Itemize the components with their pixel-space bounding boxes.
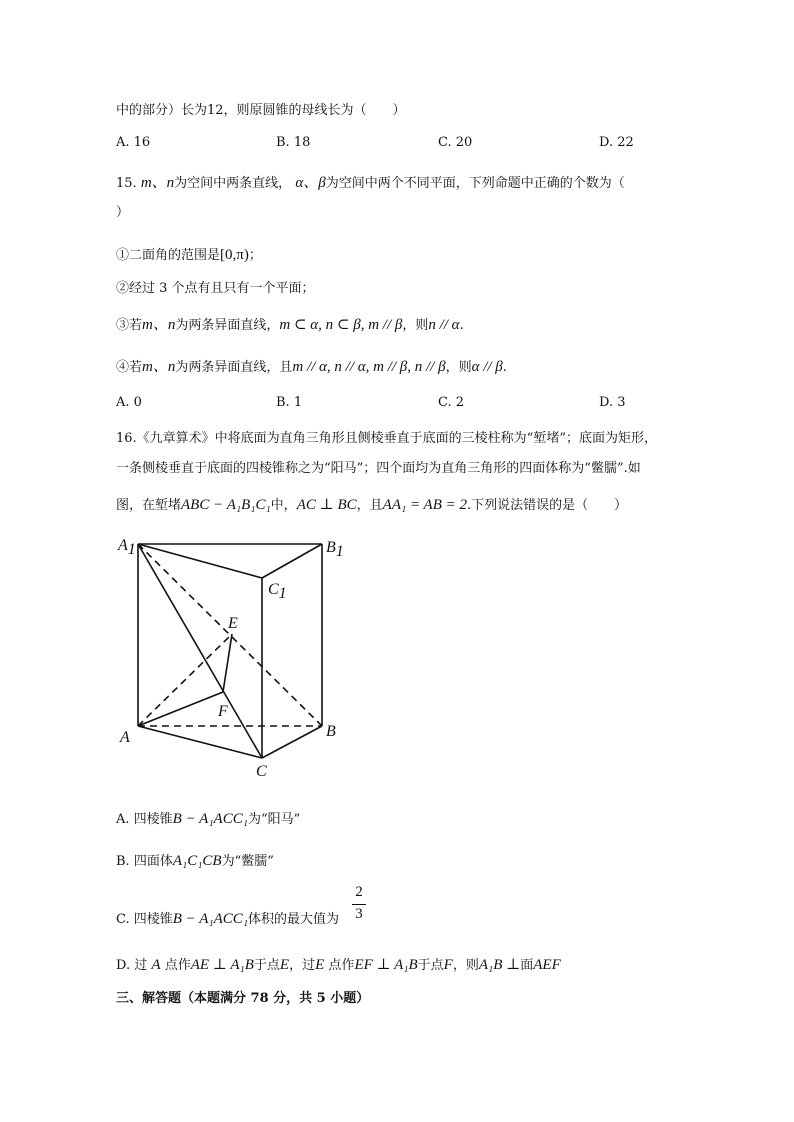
edge-a-c xyxy=(138,726,262,758)
q14-option-d: D. 22 xyxy=(599,135,634,150)
q15-statement-3: ③若m、n为两条异面直线，m ⊂ α, n ⊂ β, m // β，则n // α. xyxy=(116,317,464,333)
q14-option-b: B. 18 xyxy=(276,135,311,150)
label-a1: A1 xyxy=(118,537,136,558)
label-f: F xyxy=(218,703,228,720)
label-e: E xyxy=(228,615,238,632)
section-3-heading: 三、解答题（本题满分 78 分，共 5 小题） xyxy=(116,991,370,1006)
q16-option-a: A. 四棱锥B − A₁ACC₁为“阳马” xyxy=(116,811,301,827)
q15-stem: 15. m、n为空间中两条直线， α、β为空间中两个不同平面，下列命题中正确的个数为（ xyxy=(116,175,625,191)
edge-a1-c1 xyxy=(138,544,262,578)
q15-option-a: A. 0 xyxy=(116,395,142,410)
q16-option-c-fraction-bar xyxy=(352,904,366,905)
q15-statement-1: ①二面角的范围是[0,π)； xyxy=(116,247,262,263)
q15-option-d: D. 3 xyxy=(599,395,626,410)
q16-line-1: 16.《九章算术》中将底面为直角三角形且侧棱垂直于底面的三棱柱称为“堑堵”；底面为矩形， xyxy=(116,431,657,446)
prism-figure xyxy=(110,530,350,780)
edge-c1-b1 xyxy=(262,544,322,578)
q15-option-b: B. 1 xyxy=(276,395,303,410)
q16-option-c: C. 四棱锥B − A₁ACC₁体积的最大值为 xyxy=(116,911,340,927)
q14-option-a: A. 16 xyxy=(116,135,151,150)
label-c: C xyxy=(256,763,267,780)
q16-line-3: 图，在堑堵ABC − A₁B₁C₁中，AC ⊥ BC，且AA₁ = AB = 2.下列说法错误的是（ ） xyxy=(116,497,628,513)
q16-option-d: D. 过 A 点作AE ⊥ A₁B于点E，过E 点作EF ⊥ A₁B于点F，则A₁B ⊥面AEF xyxy=(116,957,561,973)
edge-e-f xyxy=(223,634,232,692)
label-b1: B1 xyxy=(326,539,344,560)
edge-a-f xyxy=(138,692,223,726)
q16-option-b: B. 四面体A₁C₁CB为“鳖臑” xyxy=(116,853,274,869)
edge-c-b xyxy=(262,726,322,758)
q15-stem-cont: ） xyxy=(116,205,130,220)
q16-option-c-numerator: 2 xyxy=(355,884,363,900)
q15-statement-2: ②经过 3 个点有且只有一个平面； xyxy=(116,281,315,296)
q16-option-c-denominator: 3 xyxy=(355,906,363,922)
q16-line-2: 一条侧棱垂直于底面的四棱锥称之为“阳马”；四个面均为直角三角形的四面体称为“鳖臑”.如 xyxy=(116,461,641,476)
label-c1: C1 xyxy=(268,581,287,602)
q14-option-c: C. 20 xyxy=(438,135,473,150)
label-b: B xyxy=(326,723,336,740)
q15-statement-4: ④若m、n为两条异面直线，且m // α, n // α, m // β, n // β，则α // β. xyxy=(116,359,507,375)
q14-tail-text: 中的部分）长为12，则原圆锥的母线长为（ ） xyxy=(116,103,406,118)
q15-option-c: C. 2 xyxy=(438,395,465,410)
label-a: A xyxy=(120,729,130,746)
